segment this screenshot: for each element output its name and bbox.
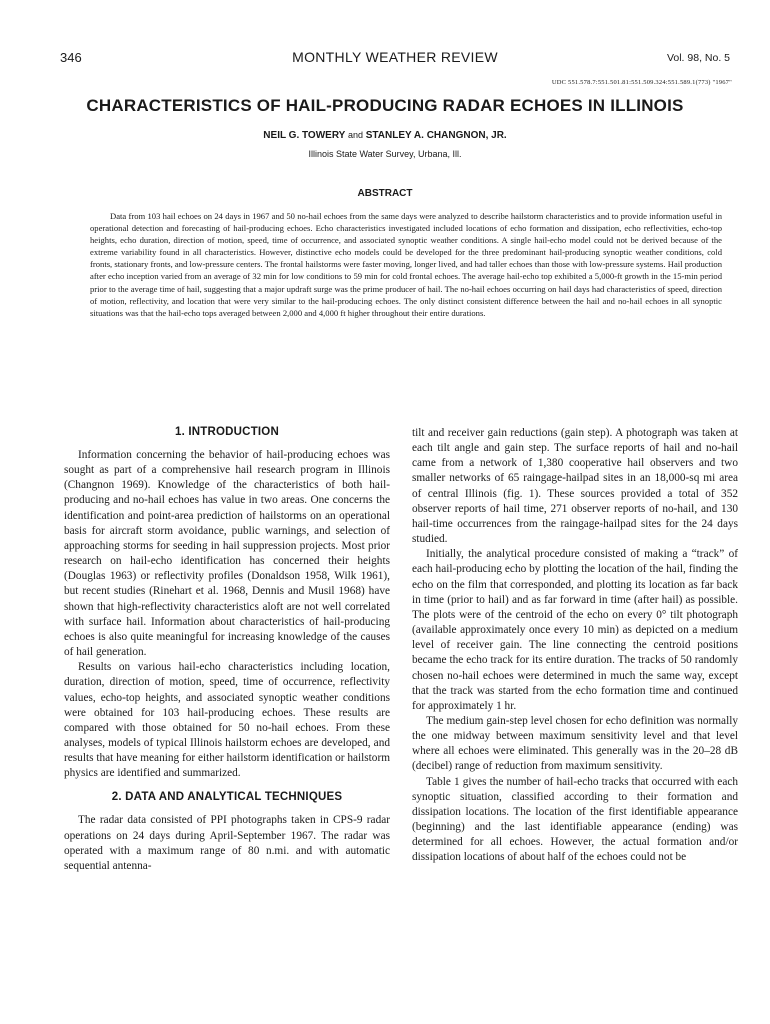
section-heading-data: 2. DATA AND ANALYTICAL TECHNIQUES — [111, 791, 343, 804]
author-line — [0, 130, 770, 141]
volume-issue: Vol. 98, No. 5 — [666, 52, 730, 64]
page-number: 346 — [60, 50, 82, 65]
body-paragraph: The radar data consisted of PPI photographs taken in CPS-9 radar operations on 24 days during April-September 1967. The radar was operated with a maximum range of 80 n.mi. and with automatic sequential antenna- — [64, 814, 390, 872]
body-paragraph: tilt and receiver gain reductions (gain step). A photograph was taken at each tilt angle and gain step. The surface reports of hail and no-hail came from a network of 1,380 cooperative hail observers and two smaller networks of 65 raingage-hailpad sites in an 18,000-sq mi area of central Illinois (fig. 1). These sources provided a total of 352 observer reports of hail time, 271 observer reports of no-hail, and 130 hail-time occurrences from the raingage-hailpad sites for the 24 days studied. — [412, 427, 738, 546]
body-paragraph: Initially, the analytical procedure consisted of making a “track” of each hail-producing echo by plotting the location of the hail, finding the echo on the film that corresponded, and plotting its location as far back in time (prior to hail) and as far forward in time (after hail) as possible. The plots were of the centroid of the echo on every 0° tilt photograph (available approximately once every 10 min) as depicted on a medium level of receiver gain. The line connecting the centroid positions became the echo track for its entire duration. The tracks of 50 randomly chosen no-hail echoes were determined in much the same way, except that the track was started from the echo formation time and continued for approximately 1 hr. — [412, 548, 738, 712]
body-paragraph: Table 1 gives the number of hail-echo tracks that occurred with each synoptic situation, classified according to their formation and dissipation locations. The location of the first identifiable appearance (beginning) and the last identifiable appearance (ending) was determined for all echoes. However, the actual formation and/or dissipation locations of about half of the echoes could not be — [412, 775, 738, 864]
journal-title: MONTHLY WEATHER REVIEW — [292, 49, 498, 65]
author-first: NEIL G. TOWERY — [263, 130, 346, 141]
body-paragraph: Information concerning the behavior of hail-producing echoes was sought as part of a comprehensive hail research program in Illinois (Changnon 1969). Knowledge of the characteristics of both hail-producing and no-hail echoes has value in two areas. One concerns the identification and point-area prediction of hailstorms on an operational basis for aircraft storm avoidance, public warnings, and selection of approaching storms for seeding in hail suppression projects. Most prior research on hail-echo identification has concerned their heights (Douglas 1963) or reflectivity profiles (Donaldson 1958, Wilk 1961), but recent studies (Rinehart et al. 1968, Dennis and Musil 1968) have shown that high-reflectivity characteristics aloft are not well correlated with surface hail. Information about characteristics of hail-producing echoes is also quite meaningful for increasing knowledge of the causes of hail generation. — [64, 449, 390, 659]
page-header — [60, 50, 730, 70]
abstract-text: Data from 103 hail echoes on 24 days in 1967 and 50 no-hail echoes from the same days were analyzed to describe hailstorm characteristics and to provide information useful in operational detection and forecasting of hail-producing echoes. Echo characteristics investigated included locations of echo formation and dissipation, echo reflectivities, echo-top heights, echo duration, direction of motion, speed, time of occurrence, and associated synoptic weather conditions. A single hail-echo model could not be derived because of the extreme variability found in all characteristics. However, distinctive echo models could be developed for the three predominant hail-producing synoptic weather conditions, cold fronts, stationary fronts, and low-pressure centers. The frontal hailstorms were faster moving, longer lived, and had taller echoes than those with low-pressure systems. Hail production after echo inception varied from an average of 32 min for low conditions to 59 min for cold frontal echoes. The average hail-echo top exhibited a 5,000-ft growth in the 15-min period prior to the average time of hail, suggesting that a major updraft surge was the prime producer of hail. The no-hail echoes occurring on hail days had characteristics of speed, direction of motion, reflectivity, and location that were very similar to the hail-producing echoes. The only distinct consistent difference between the hail and no-hail echoes in all synoptic situations was that the hail-echo tops averaged between 2,000 and 4,000 ft higher throughout their entire durations. — [90, 211, 722, 318]
author-second: STANLEY A. CHANGNON, JR. — [365, 130, 507, 141]
abstract-heading: ABSTRACT — [357, 188, 413, 199]
section-spacer — [64, 781, 390, 791]
left-column — [64, 426, 390, 874]
right-column — [412, 426, 738, 866]
section-heading-introduction: 1. INTRODUCTION — [175, 426, 279, 438]
article-title: CHARACTERISTICS OF HAIL-PRODUCING RADAR ECHOES IN ILLINOIS — [86, 96, 684, 115]
body-paragraph: The medium gain-step level chosen for echo definition was normally the one midway between maximum sensitivity level and that level where all echoes were eliminated. This generally was in the 20–28 dB (decibel) range of reduction from maximum sensitivity. — [412, 714, 738, 773]
udc-code: UDC 551.578.7:551.501.81:551.509.324:551.589.1(773) "1967" — [551, 79, 732, 86]
body-paragraph: Results on various hail-echo characteristics including location, duration, direction of motion, speed, time of occurrence, reflectivity values, echo-top heights, and associated synoptic weather conditions were obtained for 103 hail-producing echoes. These results are compared with those obtained for 50 no-hail echoes. From these analyses, models of typical Illinois hailstorm echoes are developed, and results that have meaning for either hailstorm identification or hailstorm physics are identified and summarized. — [64, 661, 390, 780]
author-conjunction: and — [347, 130, 363, 140]
author-affiliation: Illinois State Water Survey, Urbana, Ill. — [308, 149, 462, 159]
